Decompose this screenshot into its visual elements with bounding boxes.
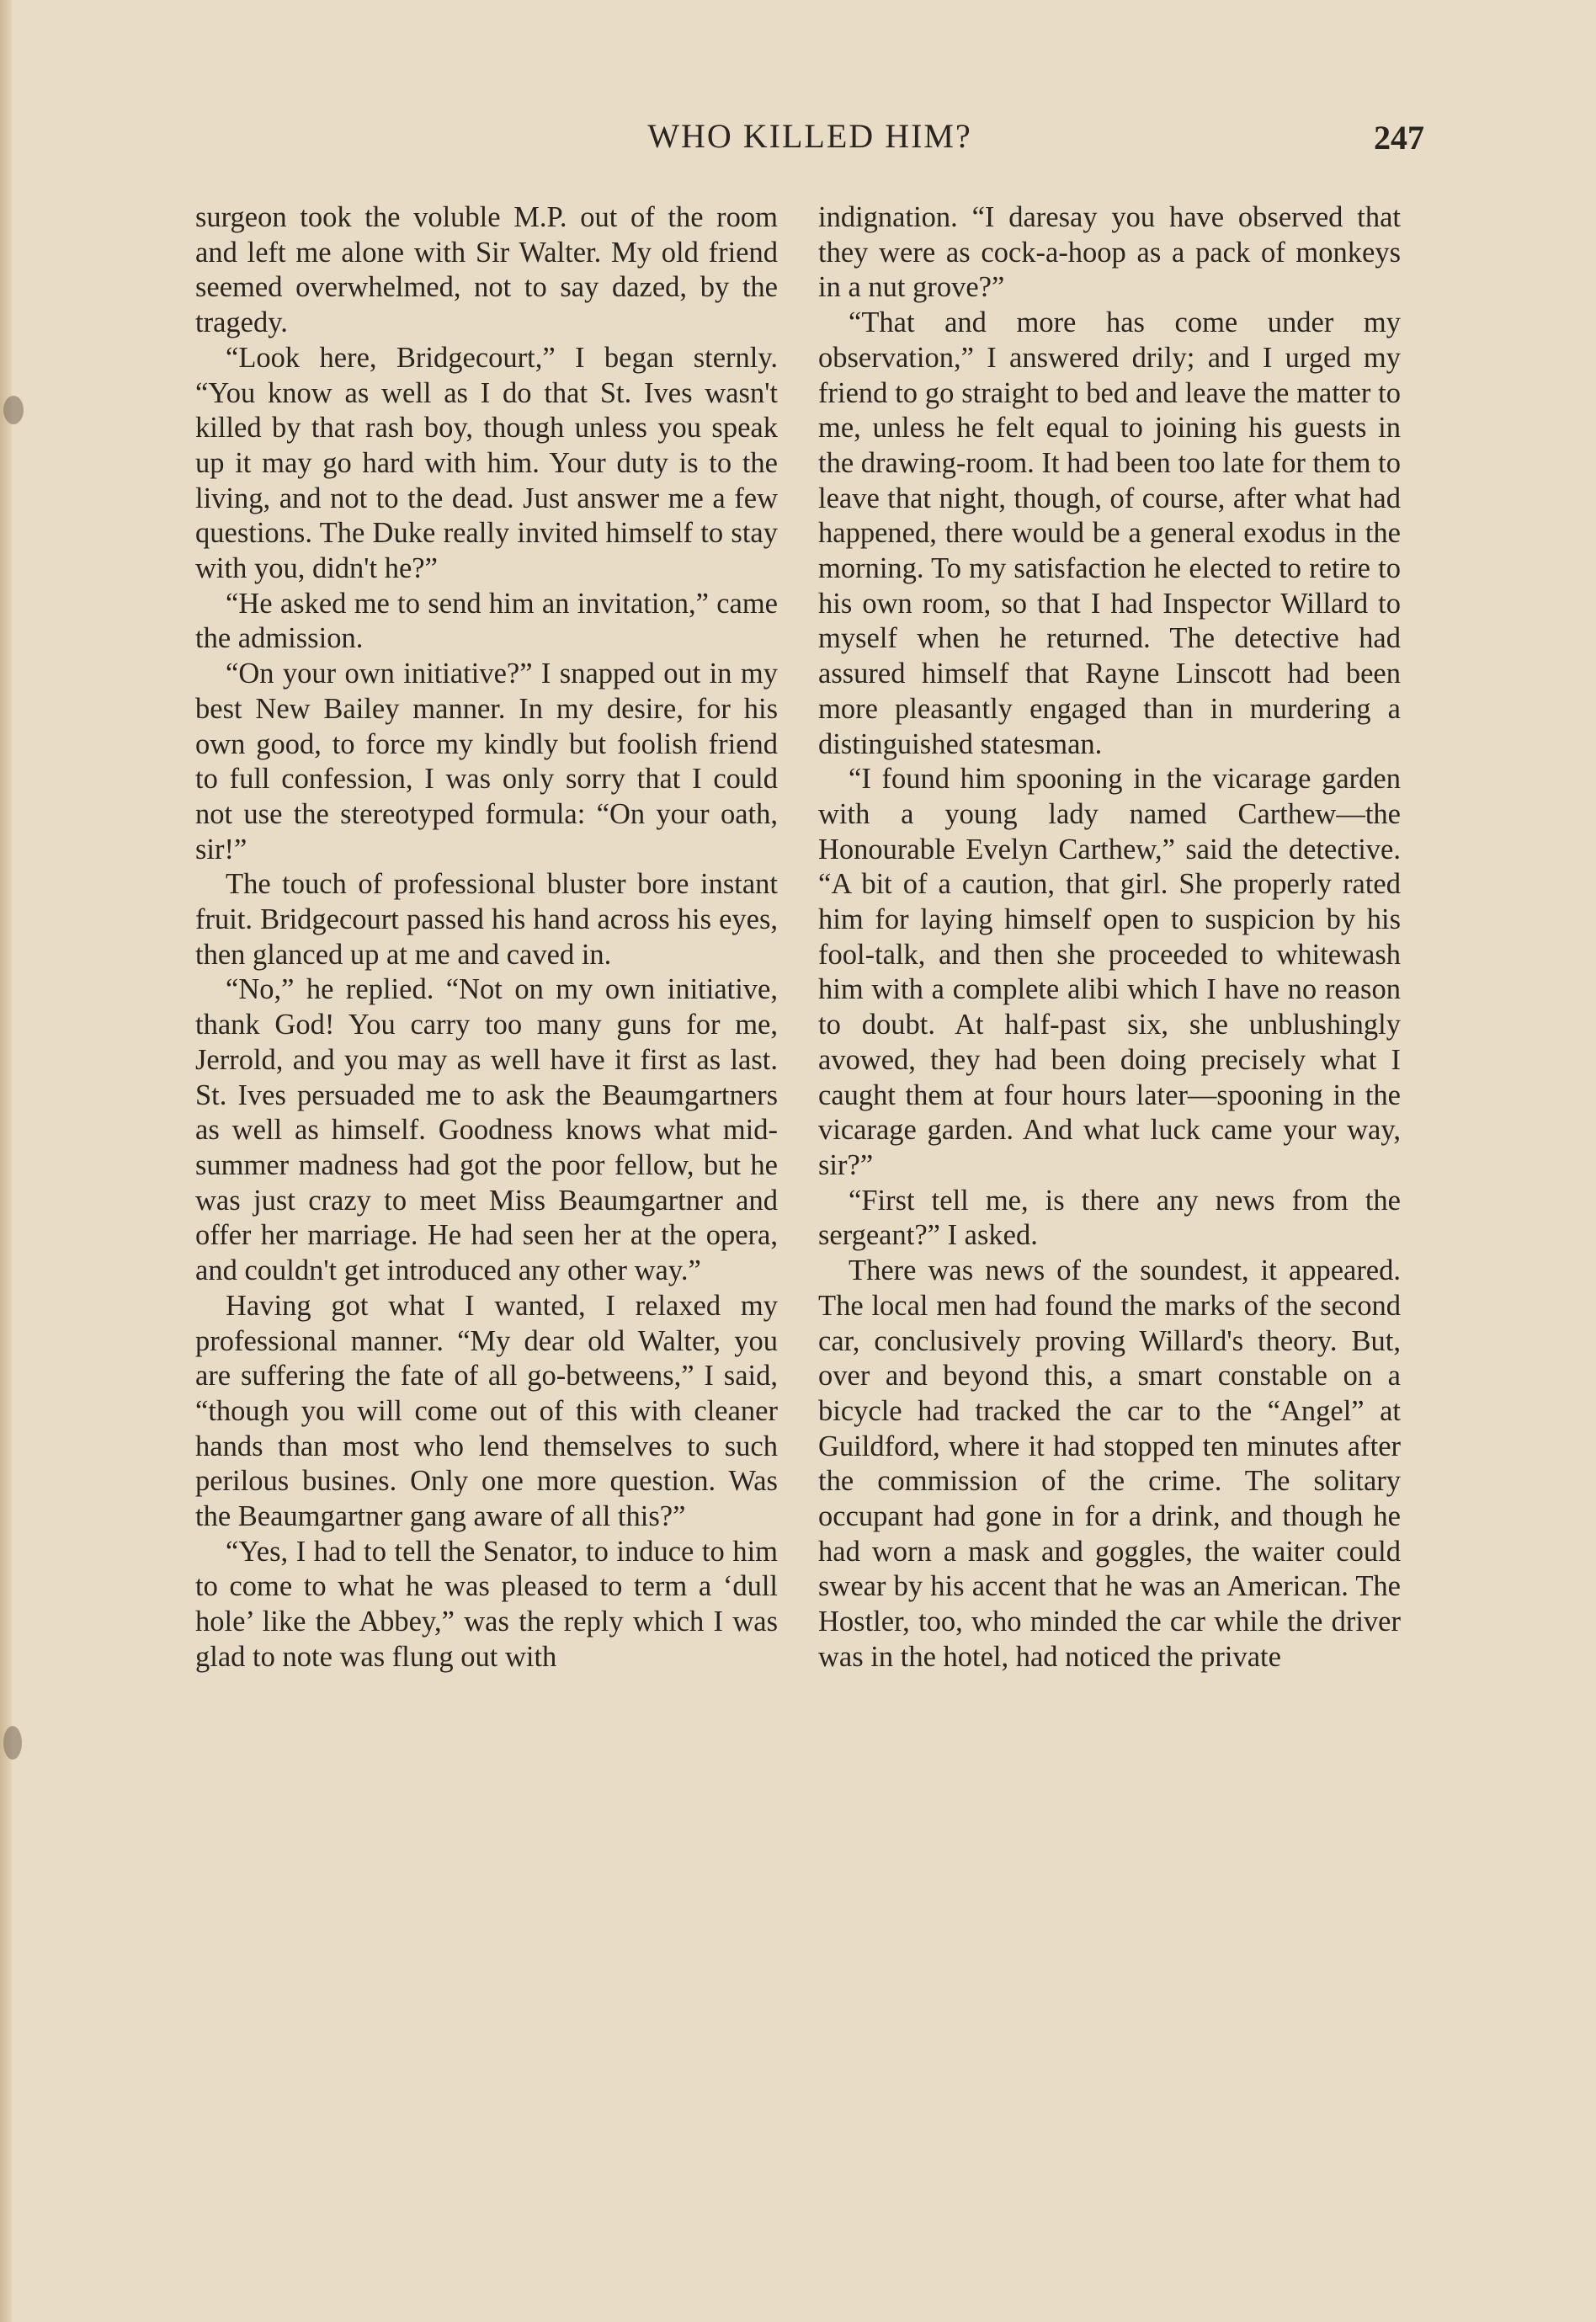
paragraph: “First tell me, is there any news from the sergeant?” I asked. bbox=[818, 1184, 1401, 1252]
paragraph: There was news of the soundest, it appeared. The local men had found the marks of the second car, conclusively proving Willard's theory. But, over and beyond this, a smart constable on a bicycle had tracked the car to the “Angel” at Guildford, where it had stopped ten minutes after the commission of the crime. The solitary occupant had gone in for a drink, and though he had worn a mask and goggles, the waiter could swear by his accent that he was an American. The Hostler, too, who minded the car while the driver was in the hotel, had noticed the private bbox=[818, 1254, 1401, 1673]
paragraph: “That and more has come under my observation,” I answered drily; and I urged my friend to go straight to bed and leave the matter to me, unless he felt equal to joining his guests in the drawing-room. It had been too late for them to leave that night, though, of course, after what had happened, there would be a general exodus in the morning. To my satisfaction he elected to retire to his own room, so that I had Inspector Willard to myself when he returned. The detective had assured himself that Rayne Linscott had been more pleasantly engaged than in murdering a distinguished statesman. bbox=[818, 306, 1401, 760]
paragraph: “Yes, I had to tell the Senator, to induce to him to come to what he was pleased to term a ‘dull hole’ like the Abbey,” was the reply which I was glad to note was flung out with bbox=[195, 1535, 778, 1673]
paragraph: “On your own initiative?” I snapped out in my best New Bailey manner. In my desire, for his own good, to force my kindly but foolish friend to full confession, I was only sorry that I could not use the stereotyped formula: “On your oath, sir!” bbox=[195, 658, 778, 865]
binding-hole bbox=[3, 1726, 22, 1760]
binding-hole bbox=[3, 396, 24, 424]
paragraph: “Look here, Bridgecourt,” I began sternly. “You know as well as I do that St. Ives wasn't killed by that rash boy, though unless you speak up it may go hard with him. Your duty is to the living, and not to the dead. Just answer me a few questions. The Duke really invited himself to stay with you, didn't he?” bbox=[195, 341, 778, 585]
paragraph: “I found him spooning in the vicarage garden with a young lady named Carthew—the Honourable Evelyn Carthew,” said the detective. “A bit of a caution, that girl. She properly rated him for laying himself open to suspicion by his fool-talk, and then she proceeded to whitewash him with a complete alibi which I have no reason to doubt. At half-past six, she unblushingly avowed, they had been doing precisely what I caught them at four hours later—spooning in the vicarage garden. And what luck came your way, sir?” bbox=[818, 763, 1401, 1181]
paragraph: Having got what I wanted, I relaxed my professional manner. “My dear old Walter, you are suffering the fate of all go-betweens,” I said, “though you will come out of this with cleaner hands than most who lend themselves to such perilous busines. Only one more question. Was the Beaumgartner gang aware of all this?” bbox=[195, 1289, 778, 1533]
paragraph: indignation. “I daresay you have observed that they were as cock-a-hoop as a pack of monkeys in a nut grove?” bbox=[818, 201, 1401, 304]
running-title: WHO KILLED HIM? bbox=[647, 117, 972, 155]
paragraph: “He asked me to send him an invitation,” came the admission. bbox=[195, 587, 778, 655]
page-header bbox=[195, 116, 1424, 167]
paragraph: “No,” he replied. “Not on my own initiative, thank God! You carry too many guns for me, Jerrold, and you may as well have it first as last. St. Ives persuaded me to ask the Beaumgartners as well as himself. Goodness knows what mid-summer madness had got the poor fellow, but he was just crazy to meet Miss Beaumgartner and offer her marriage. He had seen her at the opera, and couldn't get introduced any other way.” bbox=[195, 973, 778, 1287]
paragraph: surgeon took the voluble M.P. out of the room and left me alone with Sir Walter. My old friend seemed overwhelmed, not to say dazed, by the tragedy. bbox=[195, 201, 778, 339]
paragraph: The touch of professional bluster bore instant fruit. Bridgecourt passed his hand across his eyes, then glanced up at me and caved in. bbox=[195, 868, 778, 971]
page-number: 247 bbox=[1374, 119, 1424, 157]
page-binding-edge bbox=[0, 0, 12, 2322]
text-column-right bbox=[818, 200, 1401, 1675]
text-column-left bbox=[195, 200, 778, 1675]
